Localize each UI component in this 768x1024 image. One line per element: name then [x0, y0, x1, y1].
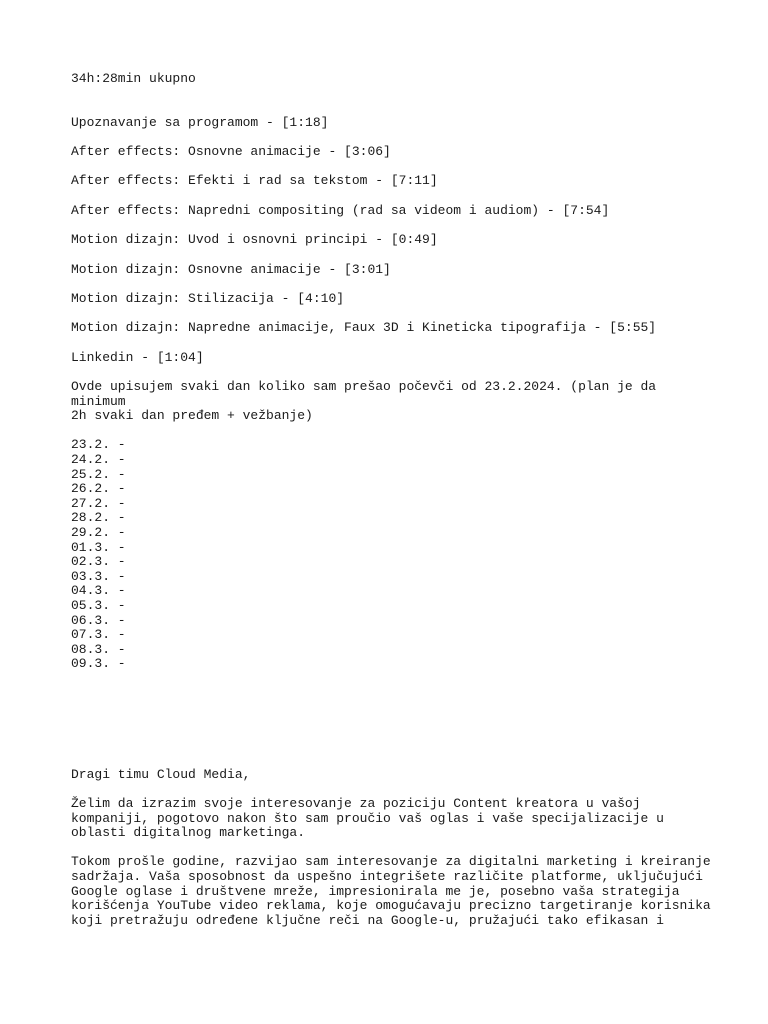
module-item: Motion dizajn: Stilizacija - [4:10]	[71, 290, 345, 306]
cover-letter	[71, 768, 711, 929]
log-entry: 28.2. -	[71, 510, 126, 526]
intro-line: Ovde upisujem svaki dan koliko sam prešao počevči od 23.2.2024. (plan je da minimum	[71, 379, 664, 409]
log-entry: 04.3. -	[71, 583, 126, 599]
log-entry: 05.3. -	[71, 597, 126, 613]
log-entry: 06.3. -	[71, 612, 126, 628]
letter-paragraph	[71, 855, 711, 928]
paragraph-line: Želim da izrazim svoje interesovanje za poziciju Content kreatora u vašoj	[71, 796, 641, 812]
log-entry: 23.2. -	[71, 437, 126, 453]
module-item: Motion dizajn: Uvod i osnovni principi - [0:49]	[71, 232, 438, 248]
log-entry: 02.3. -	[71, 554, 126, 570]
paragraph-line: korišćenja YouTube video reklama, koje omogućavaju precizno targetiranje korisnika	[71, 898, 711, 914]
module-item: Motion dizajn: Napredne animacije, Faux 3D i Kineticka tipografija - [5:55]	[71, 320, 657, 336]
module-item: Linkedin - [1:04]	[71, 349, 204, 365]
module-item: After effects: Osnovne animacije - [3:06]	[71, 143, 391, 159]
total-duration: 34h:28min ukupno	[71, 71, 196, 86]
log-entry: 26.2. -	[71, 481, 126, 497]
letter-paragraph	[71, 797, 711, 841]
paragraph-line: koji pretražuju određene ključne reči na Google-u, pružajući tako efikasan i	[71, 912, 664, 928]
log-entry: 09.3. -	[71, 656, 126, 672]
module-item: After effects: Efekti i rad sa tekstom - [7:11]	[71, 173, 438, 189]
log-entry: 01.3. -	[71, 539, 126, 555]
intro-line: 2h svaki dan pređem + vežbanje)	[71, 408, 313, 424]
log-entry: 25.2. -	[71, 466, 126, 482]
log-entry: 03.3. -	[71, 568, 126, 584]
document-page	[71, 72, 711, 928]
progress-intro	[71, 380, 711, 424]
log-entry: 08.3. -	[71, 641, 126, 657]
log-entry: 07.3. -	[71, 627, 126, 643]
log-entry: 27.2. -	[71, 495, 126, 511]
log-entry: 29.2. -	[71, 524, 126, 540]
module-list	[71, 116, 711, 366]
log-entry: 24.2. -	[71, 451, 126, 467]
paragraph-line: kompaniji, pogotovo nakon što sam proučio vaš oglas i vaše specijalizacije u	[71, 810, 664, 826]
paragraph-line: sadržaja. Vaša sposobnost da uspešno integrišete različite platforme, uključujući	[71, 869, 703, 885]
module-item: Upoznavanje sa programom - [1:18]	[71, 114, 329, 130]
daily-log	[71, 438, 711, 672]
paragraph-line: Google oglase i društvene mreže, impresionirala me je, posebno vaša strategija	[71, 883, 680, 899]
module-item: Motion dizajn: Osnovne animacije - [3:01]	[71, 261, 391, 277]
letter-greeting: Dragi timu Cloud Media,	[71, 766, 251, 782]
module-item: After effects: Napredni compositing (rad sa videom i audiom) - [7:54]	[71, 202, 610, 218]
paragraph-line: oblasti digitalnog marketinga.	[71, 825, 306, 841]
paragraph-line: Tokom prošle godine, razvijao sam interesovanje za digitalni marketing i kreiranje	[71, 854, 711, 870]
